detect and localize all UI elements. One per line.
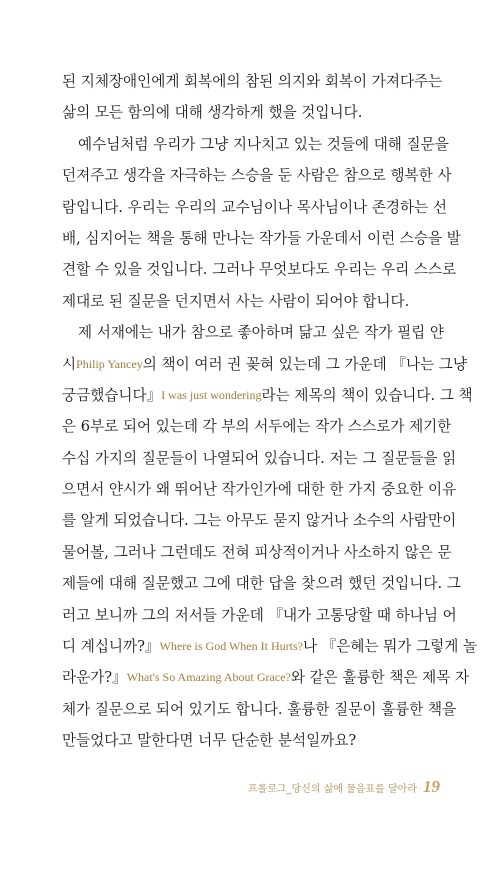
text-line	[62, 537, 452, 568]
text-line	[62, 725, 440, 756]
text-run: 나 『은혜는 뭐가 그렇게 놀	[302, 638, 478, 656]
text-run: 제 서재에는 내가 참으로 좋아하며 닮고 싶은 작가 필립 얀	[78, 324, 444, 342]
text-run: 람입니다. 우리는 우리의 교수님이나 목사님이나 존경하는 선	[62, 198, 447, 216]
text-line	[62, 380, 473, 411]
text-line	[62, 600, 457, 631]
text-line	[62, 66, 443, 97]
text-line	[62, 129, 449, 160]
text-line	[62, 254, 457, 285]
text-run: 제대로 된 질문을 던지면서 사는 사람이 되어야 합니다.	[62, 292, 410, 310]
page-number: 19	[423, 777, 440, 796]
text-line	[62, 694, 457, 725]
text-line	[62, 317, 444, 348]
text-line	[62, 443, 457, 474]
english-title: Where is God When It Hurts?	[159, 639, 303, 654]
text-run: 러고 보니까 그의 저서들 가운데 『내가 고통당할 때 하나님 어	[62, 606, 457, 624]
text-run: 라는 제목의 책이 있습니다. 그 책	[261, 386, 473, 404]
text-run: 던져주고 생각을 자극하는 스승을 둔 사람은 참으로 행복한 사	[62, 167, 452, 185]
text-run: 의 책이 여러 권 꽂혀 있는데 그 가운데 『나는 그냥	[142, 355, 467, 373]
text-run: 디 계십니까?』	[62, 638, 160, 656]
text-run: 체가 질문으로 되어 있기도 합니다. 훌륭한 질문이 훌륭한 책을	[62, 700, 457, 718]
text-run: 만들었다고 말한다면 너무 단순한 분석일까요?	[62, 732, 357, 750]
english-title: I was just wondering	[161, 387, 262, 402]
text-run: 으면서 얀시가 왜 뛰어난 작가인가에 대한 한 가지 중요한 이유	[62, 481, 457, 499]
text-line	[62, 474, 457, 505]
text-line	[62, 160, 452, 191]
text-run: 삶의 모든 함의에 대해 생각하게 했을 것입니다.	[62, 104, 363, 122]
text-run: 궁금했습니다』	[62, 386, 162, 404]
text-run: 배, 심지어는 책을 통해 만나는 작가들 가운데서 이런 스승을 발	[62, 229, 461, 247]
text-run: 은 6부로 되어 있는데 각 부의 서두에는 작가 스스로가 제기한	[62, 418, 452, 436]
text-line	[62, 192, 447, 223]
text-line	[62, 223, 461, 254]
text-line	[62, 349, 467, 380]
text-run: 견할 수 있을 것입니다. 그러나 무엇보다도 우리는 우리 스스로	[62, 261, 457, 279]
page-footer	[248, 777, 440, 797]
english-title: Philip Yancey	[76, 356, 143, 371]
text-line	[62, 286, 440, 317]
text-line	[62, 662, 470, 693]
text-run: 된 지체장애인에게 회복에의 참된 의지와 회복이 가져다주는	[62, 73, 443, 90]
text-line	[62, 505, 457, 536]
text-run: 를 알게 되었습니다. 그는 아무도 묻지 않거나 소수의 사람만이	[62, 512, 457, 530]
text-run: 와 같은 훌륭한 책은 제목 자	[290, 669, 470, 687]
text-run: 예수님처럼 우리가 그냥 지나치고 있는 것들에 대해 질문을	[78, 135, 449, 153]
english-title: What's So Amazing About Grace?	[126, 670, 291, 685]
text-line	[62, 97, 440, 128]
text-run: 라운가?』	[62, 669, 127, 687]
text-line	[62, 631, 478, 662]
text-line	[62, 411, 452, 442]
text-run: 시	[62, 355, 77, 373]
text-run: 수십 가지의 질문들이 나열되어 있습니다. 저는 그 질문들을 읽	[62, 449, 457, 467]
text-line	[62, 568, 461, 599]
running-head: 프롤로그_당신의 삶에 물음표를 달아라	[247, 784, 417, 795]
text-run: 제들에 대해 질문했고 그에 대한 답을 찾으려 했던 것입니다. 그	[62, 575, 461, 593]
body-text	[62, 66, 478, 757]
text-run: 물어볼, 그러나 그런데도 전혀 피상적이거나 사소하지 않은 문	[62, 543, 452, 561]
